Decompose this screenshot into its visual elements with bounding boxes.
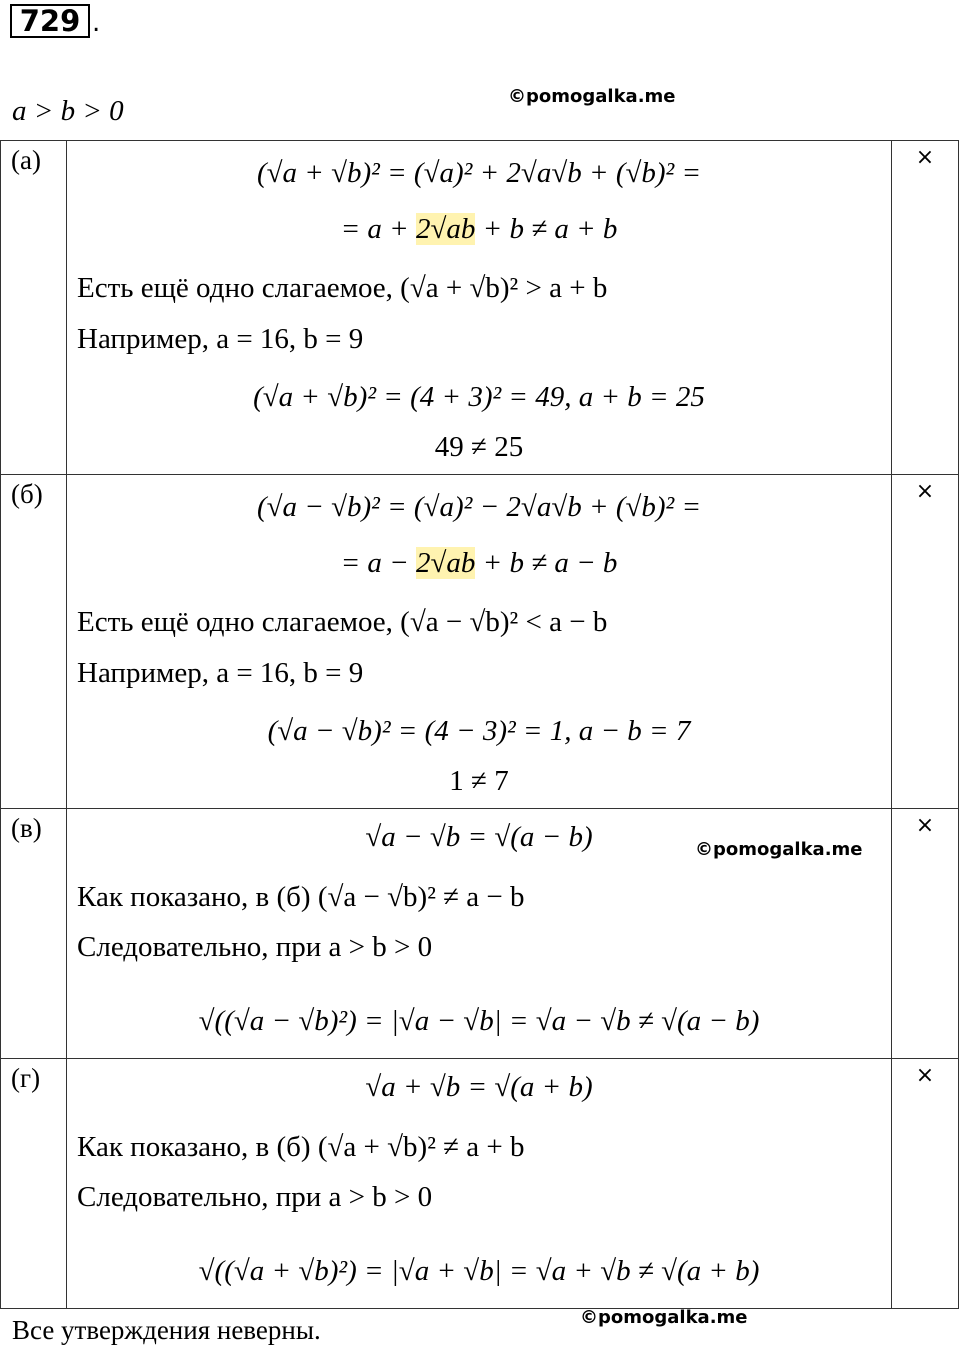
- problem-number-dot: .: [92, 8, 101, 38]
- part-b-line-6: 1 ≠ 7: [449, 765, 509, 797]
- part-b-line-2-start: = a −: [340, 547, 416, 579]
- part-a-body: [67, 141, 892, 475]
- part-v-body: [67, 809, 892, 1059]
- part-a-row: [1, 141, 959, 475]
- part-a-line-3: Есть ещё одно слагаемое, (√a + √b)² > a + b: [77, 272, 608, 304]
- watermark-bottom: ©pomogalka.me: [580, 1307, 748, 1328]
- part-a-line-6: 49 ≠ 25: [434, 431, 524, 463]
- part-b-highlight-term: 2√ab: [415, 547, 476, 579]
- part-a-line-4: Например, a = 16, b = 9: [77, 323, 364, 355]
- part-b-cross-icon: ×: [892, 475, 959, 809]
- part-b-line-1: (√a − √b)² = (√a)² − 2√a√b + (√b)² =: [256, 491, 702, 523]
- part-g-line-2: Как показано, в (б) (√a + √b)² ≠ a + b: [77, 1131, 525, 1163]
- part-b-line-2-end: + b ≠ a − b: [475, 547, 618, 579]
- part-g-cross-icon: ×: [892, 1059, 959, 1309]
- part-g-line-1: √a + √b = √(a + b): [365, 1071, 593, 1103]
- conclusion: Все утверждения неверны.: [12, 1315, 321, 1345]
- watermark-middle: ©pomogalka.me: [695, 839, 863, 860]
- part-b-line-2: [67, 547, 891, 580]
- part-a-label: (а): [1, 141, 67, 475]
- part-a-line-2-start: = a +: [340, 213, 416, 245]
- part-g-line-4: √((√a + √b)²) = |√a + √b| = √a + √b ≠ √(a + b): [198, 1255, 760, 1287]
- part-b-label: (б): [1, 475, 67, 809]
- problem-number: 729: [10, 4, 90, 38]
- part-a-line-5: (√a + √b)² = (4 + 3)² = 49, a + b = 25: [253, 381, 705, 413]
- part-v-line-3: Следовательно, при a > b > 0: [77, 931, 433, 963]
- part-b-line-5: (√a − √b)² = (4 − 3)² = 1, a − b = 7: [267, 715, 691, 747]
- part-a-highlight-term: 2√ab: [415, 213, 476, 245]
- part-g-body: [67, 1059, 892, 1309]
- part-a-line-2-end: + b ≠ a + b: [475, 213, 618, 245]
- part-v-label: (в): [1, 809, 67, 1059]
- part-v-line-4: √((√a − √b)²) = |√a − √b| = √a − √b ≠ √(a − b): [198, 1005, 760, 1037]
- solution-table: [0, 140, 959, 1309]
- part-b-row: [1, 475, 959, 809]
- condition: a > b > 0: [12, 95, 124, 127]
- part-v-line-2: Как показано, в (б) (√a − √b)² ≠ a − b: [77, 881, 525, 913]
- part-b-body: [67, 475, 892, 809]
- part-v-line-1: √a − √b = √(a − b): [365, 821, 593, 853]
- part-g-line-3: Следовательно, при a > b > 0: [77, 1181, 433, 1213]
- part-b-line-4: Например, a = 16, b = 9: [77, 657, 364, 689]
- part-g-label: (г): [1, 1059, 67, 1309]
- watermark-top: ©pomogalka.me: [508, 86, 676, 107]
- part-v-row: [1, 809, 959, 1059]
- part-a-line-1: (√a + √b)² = (√a)² + 2√a√b + (√b)² =: [256, 157, 702, 189]
- part-a-line-2: [67, 213, 891, 246]
- part-v-cross-icon: ×: [892, 809, 959, 1059]
- part-b-line-3: Есть ещё одно слагаемое, (√a − √b)² < a − b: [77, 606, 608, 638]
- part-g-row: [1, 1059, 959, 1309]
- part-a-cross-icon: ×: [892, 141, 959, 475]
